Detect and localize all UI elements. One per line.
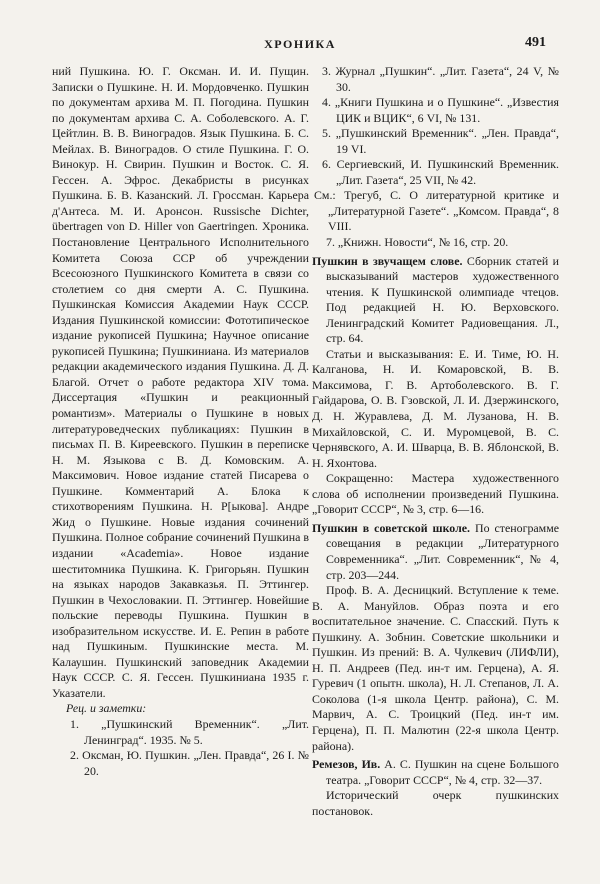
review-item: 6. Сергиевский, И. Пушкинский Временник. „Лит. Газета“, 25 VII, № 42.	[322, 157, 559, 187]
entry-title: Ремезов, Ив.	[312, 757, 381, 772]
running-title: ХРОНИКА	[264, 37, 336, 51]
entry-text: Сборник статей и высказываний мастеров художественного чтения. К Пушкинской олимпиаде чтецов. Под редакцией Н. Ю. Верховского. Ленинградский Комитет Радиовещания. Л., стр. 64.	[326, 253, 559, 346]
review-item: 1. „Пушкинский Временник“. „Лит. Ленинград“. 1935. № 5.	[70, 716, 309, 747]
bibliography-entry	[312, 757, 559, 788]
review-item: 3. Журнал „Пушкин“. „Лит. Газета“, 24 V, № 30.	[322, 64, 559, 94]
review-item: 5. „Пушкинский Временник“. „Лен. Правда“, 19 VI.	[322, 126, 559, 156]
review-item: 7. „Книжн. Новости“, № 16, стр. 20.	[326, 235, 509, 250]
left-column	[52, 64, 309, 779]
entry-contents: Проф. В. А. Десницкий. Вступление к теме. В. А. Мануйлов. Образ поэта и его воспитательное значение. С. Спасский. Путь к Пушкину. А. Зобнин. Советские школьники и Пушкин. Из прений: В. А. Чулкевич (ЛИФЛИ), Н. П. Андреев (Пед. ин-т им. Герцена), А. Я. Гуревич (1 опытн. школа), Н. Л. Степанов, Л. А. Соколова (1-я школа Центр. района), С. М. Марвич, А. С. Троицкий (Пед. ин-т им. Герцена), П. П. Малютин (22-я школа Центр. района).	[312, 583, 559, 753]
entry-title: Пушкин в советской школе.	[312, 520, 470, 535]
entry-text: А. С. Пушкин на сцене Большого театра. „Говорит СССР“, № 4, стр. 32—37.	[326, 757, 559, 787]
review-item: 2. Оксман, Ю. Пушкин. „Лен. Правда“, 26 I. № 20.	[70, 748, 309, 778]
see-also-note: См.: Трегуб, С. О литературной критике и „Литературной Газете“. „Комсом. Правда“, 8 VIII.	[314, 188, 559, 234]
bibliography-entry	[312, 254, 559, 347]
page-header	[0, 35, 600, 55]
entry-note: Исторический очерк пушкинских постановок.	[312, 788, 559, 818]
chronicle-contents-paragraph: ний Пушкина. Ю. Г. Оксман. И. И. Пущин. Записки о Пушкине. Н. И. Мордовченко. Пушкин по документам архива М. П. Погодина. Пушкин по документам архива С. А. Соболевского. А. Г. Цейтлин. В. В. Виноградов. Язык Пушкина. Б. С. Мейлах. В. Виноградов. О стиле Пушкина. Г. О. Винокур. Н. Свирин. Пушкин и Восток. С. Я. Гессен. А. Эфрос. Декабристы в рисунках Пушкина. Б. В. Казанский. Л. Гроссман. Карьера д'Антеса. М. И. Аронсон. Russische Dichter, übertragen von D. Hiller von Gaertringen. Хроника. Постановление Центрального Исполнительного Комитета Союза ССР об учреждении Всесоюзного Пушкинского Комитета в связи со столетием со дня смерти А. С. Пушкина. Пушкинская Комиссия Академии Наук СССР. Издания Пушкинской комиссии: Фототипическое издание рукописей Пушкина; Научное описание рукописей Пушкина; Пушкиниана. Из материалов редакции академического издания Пушкина. Д. Д. Благой. Отчет о работе редактора XIV тома. Диссертация «Пушкин и реакционный романтизм». Материалы о Пушкине в новых литературоведческих публикациях: Пушкин в письмах П. В. Киреевского. Пушкин в переписке Н. М. Языкова с В. Д. Комовским. А. Максимович. Новое издание статей Писарева о Пушкине. Комментарий А. Блока к стихотворениям Пушкина. Н. Р[ыкова]. Андре Жид о Пушкине. Новые издания сочинений Пушкина. Полное собрание сочинений Пушкина в издании «Academia». Новое издание шеститомника Пушкина. К. Григорьян. Пушкин на языках народов Закавказья. П. Эттингер. Пушкин в Чехословакии. П. Эттингер. Новейшие польские переводы Пушкина. Пушкин в изобразительном искусстве. И. Е. Репин в работе над Пушкиным. Пушкинские места. М. Калаушин. Пушкинский заповедник Академии Наук СССР. С. Я. Гессен. Пушкиниана 1935 г. Указатели.	[52, 64, 309, 700]
bibliography-entry	[312, 521, 559, 583]
review-item: 4. „Книги Пушкина и о Пушкине“. „Известия ЦИК и ВЦИК“, 6 VI, № 131.	[322, 95, 559, 125]
entry-contents: Статьи и высказывания: Е. И. Тиме, Ю. Н. Калганова, Н. И. Комаровской, В. В. Максимова, Г. В. Артоболевского. В. Г. Гайдарова, О. В. Гзовской, Л. И. Дзержинского, Д. Н. Журавлева, Д. М. Лузанова, Н. В. Михайловской, С. И. Муромцевой, В. С. Чернявского, А. И. Шварца, В. В. Яблонской, В. Н. Яхонтова.	[312, 346, 559, 470]
right-column	[312, 64, 559, 819]
page-number: 491	[525, 35, 546, 50]
reviews-heading: Рец. и заметки:	[66, 701, 147, 716]
entry-abridged: Сокращенно: Мастера художественного слова об исполнении произведений Пушкина. „Говорит СССР“, № 3, стр. 6—16.	[312, 471, 559, 517]
entry-title: Пушкин в звучащем слове.	[312, 253, 463, 268]
entry-text: По стенограмме совещания в редакции „Литературного Современника“. „Лит. Современник“, № 4, стр. 203—244.	[326, 520, 560, 582]
